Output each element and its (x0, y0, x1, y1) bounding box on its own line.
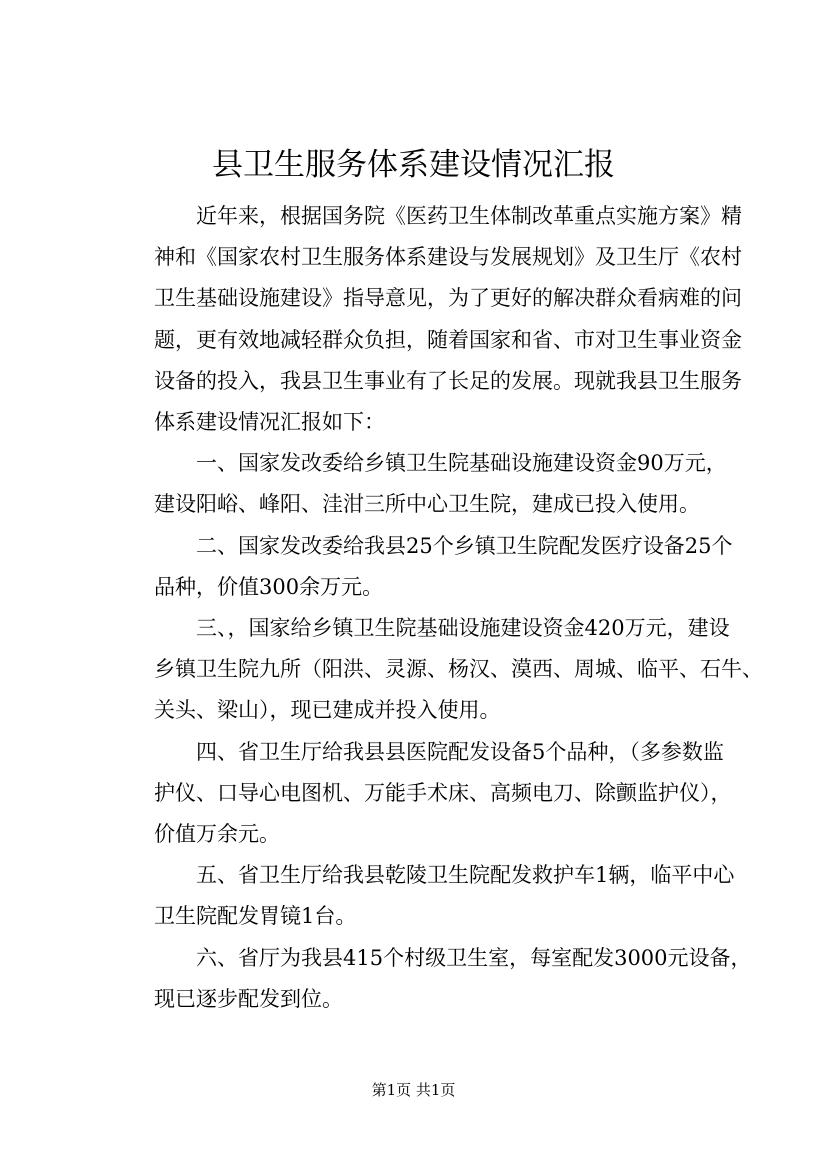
paragraph (112, 732, 732, 856)
paragraph (112, 526, 733, 608)
document-title: 县卫生服务体系建设情况汇报 (212, 147, 615, 183)
text-line: 三、，国家给乡镇卫生院基础设施建设资金420万元，建设 (196, 616, 730, 641)
paragraph (112, 196, 742, 443)
text-line: 四、省卫生厅给我县县医院配发设备5个品种，（多参数监 (196, 739, 724, 764)
text-line: 护仪、口导心电图机、万能手术床、高频电刀、除颤监护仪）， (154, 780, 732, 805)
paragraph (112, 855, 735, 937)
text-line: 神和《国家农村卫生服务体系建设与发展规划》及卫生厅《农村 (154, 245, 742, 270)
text-line: 近年来，根据国务院《医药卫生体制改革重点实施方案》精 (196, 204, 742, 228)
text-line: 乡镇卫生院九所（阳洪、灵源、杨汉、漠西、周城、临平、石牛、 (154, 657, 763, 682)
text-line: 关头、梁山），现已建成并投入使用。 (154, 698, 501, 723)
text-line: 卫生院配发胃镜1台。 (154, 904, 357, 929)
text-line: 题，更有效地减轻群众负担，随着国家和省、市对卫生事业资金 (154, 327, 742, 352)
page-footer: 第1页 共1页 (371, 1081, 456, 1099)
text-line: 卫生基础设施建设》指导意见，为了更好的解决群众看病难的问 (154, 286, 742, 311)
text-line: 五、省卫生厅给我县乾陵卫生院配发救护车1辆，临平中心 (196, 863, 735, 888)
paragraph (112, 443, 727, 525)
text-line: 设备的投入，我县卫生事业有了长足的发展。现就我县卫生服务 (154, 368, 742, 393)
document-body (112, 196, 763, 1020)
text-line: 二、国家发改委给我县25个乡镇卫生院配发医疗设备25个 (196, 533, 733, 558)
text-line: 品种，价值300余万元。 (154, 574, 384, 599)
text-line: 六、省厅为我县415个村级卫生室，每室配发3000元设备， (196, 945, 752, 970)
text-line: 现已逐步配发到位。 (154, 986, 343, 1011)
text-line: 价值万余元。 (154, 822, 280, 847)
paragraph (112, 938, 752, 1020)
text-line: 建设阳峪、峰阳、洼泔三所中心卫生院，建成已投入使用。 (154, 492, 700, 517)
text-line: 体系建设情况汇报如下： (154, 410, 385, 435)
text-line: 一、国家发改委给乡镇卫生院基础设施建设资金90万元， (196, 451, 727, 476)
paragraph (112, 608, 763, 732)
